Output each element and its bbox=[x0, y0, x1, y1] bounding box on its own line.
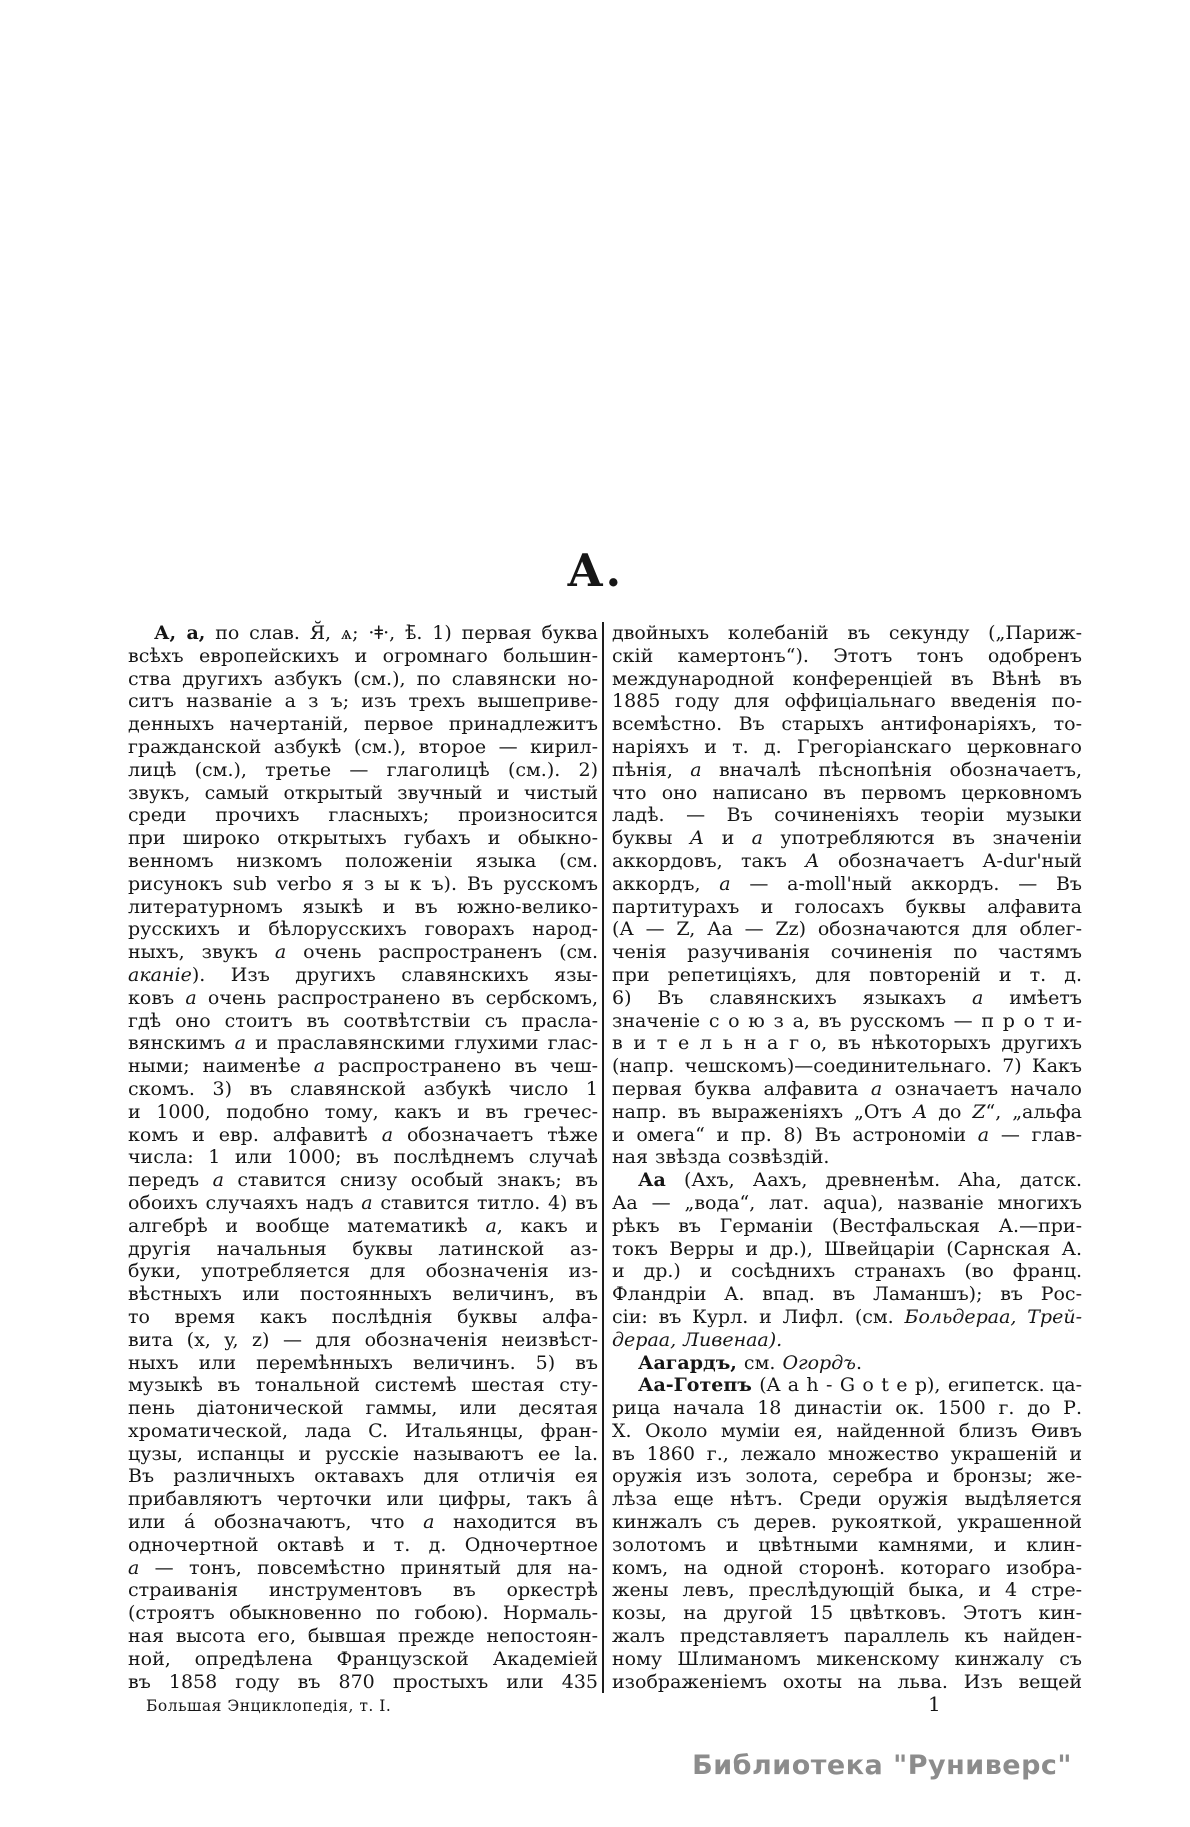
text-line: козы, на другой 15 цвѣтковъ. Этотъ кин- bbox=[612, 1602, 1082, 1625]
text-line: при широко открытыхъ губахъ и обыкно- bbox=[128, 827, 598, 850]
text-line: ковъ а очень распространено въ сербскомъ, bbox=[128, 986, 598, 1009]
text-line: значеніе с о ю з а, въ русскомъ — п р о т и- bbox=[612, 1009, 1082, 1032]
text-line: что оно написано въ первомъ церковномъ bbox=[612, 781, 1082, 804]
text-line: (А — Z, Аа — Zz) обозначаются для облег- bbox=[612, 918, 1082, 941]
text-line: оружія изъ золота, серебра и бронзы; же- bbox=[612, 1465, 1082, 1488]
text-line: ная высота его, бывшая прежде непостоян- bbox=[128, 1625, 598, 1648]
text-line: среди прочихъ гласныхъ; произносится bbox=[128, 804, 598, 827]
text-line: международной конференціей въ Вѣнѣ въ bbox=[612, 667, 1082, 690]
text-line: скій камертонъ“). Этотъ тонъ одобренъ bbox=[612, 644, 1082, 667]
text-line: комъ, на одной сторонѣ. котораго изобра- bbox=[612, 1556, 1082, 1579]
text-line: жалъ представляетъ параллель къ найден- bbox=[612, 1625, 1082, 1648]
text-line: Аа-Готепъ (A a h - G o t e p), египетск. ца- bbox=[638, 1374, 1082, 1397]
text-line: напр. въ выраженіяхъ „Отъ А до Z“, „альфа bbox=[612, 1100, 1082, 1123]
text-line: Х. Около муміи ея, найденной близъ Ѳивъ bbox=[612, 1419, 1082, 1442]
text-line: хроматической, лада C. Итальянцы, фран- bbox=[128, 1419, 598, 1442]
text-line: партитурахъ и голосахъ буквы алфавита bbox=[612, 895, 1082, 918]
text-line: аканіе). Изъ другихъ славянскихъ язы- bbox=[128, 963, 598, 986]
text-column-right bbox=[602, 622, 1082, 1693]
text-line: двойныхъ колебаній въ секунду („Париж- bbox=[612, 622, 1082, 644]
text-line: при репетиціяхъ, для повтореній и т. д. bbox=[612, 963, 1082, 986]
text-line: сіи: въ Курл. и Лифл. (см. Больдераа, Трей- bbox=[612, 1305, 1082, 1328]
text-line: ныхъ или перемѣнныхъ величинъ. 5) въ bbox=[128, 1351, 598, 1374]
text-line: изображеніемъ охоты на льва. Изъ вещей bbox=[612, 1670, 1082, 1693]
text-line: денныхъ начертаній, первое принадлежитъ bbox=[128, 713, 598, 736]
text-column-left bbox=[128, 622, 602, 1693]
text-line: токъ Верры и др.), Швейцаріи (Сарнская А. bbox=[612, 1237, 1082, 1260]
text-line: кинжалъ съ дерев. рукояткой, украшенной bbox=[612, 1511, 1082, 1534]
text-line: золотомъ и цвѣтными камнями, и клин- bbox=[612, 1533, 1082, 1556]
text-line: Аа (Ахъ, Аахъ, древненѣм. Aha, датск. bbox=[638, 1169, 1082, 1192]
text-line: ченія разучиванія сочиненія по частямъ bbox=[612, 941, 1082, 964]
text-line: аккордъ, а — a-moll'ный аккордъ. — Въ bbox=[612, 872, 1082, 895]
text-line: русскихъ и бѣлорусскихъ говорахъ народ- bbox=[128, 918, 598, 941]
text-line: комъ и евр. алфавитѣ а обозначаетъ тѣже bbox=[128, 1123, 598, 1146]
text-line: литературномъ языкѣ и въ южно-велико- bbox=[128, 895, 598, 918]
page-number: 1 bbox=[928, 1692, 941, 1716]
text-line: ладѣ. — Въ сочиненіяхъ теоріи музыки bbox=[612, 804, 1082, 827]
text-line: жены левъ, преслѣдующій быка, и 4 стре- bbox=[612, 1579, 1082, 1602]
text-line: ными; наименѣе а распространено въ чеш- bbox=[128, 1055, 598, 1078]
text-line: ная звѣзда созвѣздій. bbox=[612, 1146, 830, 1169]
text-line: в и т е л ь н а г о, въ нѣкоторыхъ другихъ bbox=[612, 1032, 1082, 1055]
text-line: рѣкъ въ Германіи (Вестфальская А.—при- bbox=[612, 1214, 1082, 1237]
text-line: числа: 1 или 1000; въ послѣднемъ случаѣ bbox=[128, 1146, 598, 1169]
text-line: или á обозначаютъ, что а находится въ bbox=[128, 1511, 599, 1534]
text-line: ному Шлиманомъ микенскому кинжалу съ bbox=[612, 1647, 1082, 1670]
text-line: лѣза еще нѣтъ. Среди оружія выдѣляется bbox=[612, 1488, 1082, 1511]
text-line: А, а, по слав. Я̆, ѧ; ·ǂ·, ѣ̄. 1) первая буква bbox=[154, 622, 598, 644]
text-line: пѣнія, а вначалѣ пѣснопѣнія обозначаетъ, bbox=[612, 758, 1082, 781]
text-line: а — тонъ, повсемѣстно принятый для на- bbox=[128, 1556, 598, 1579]
text-line: гдѣ оно стоитъ въ соотвѣтствіи съ прасла- bbox=[128, 1009, 598, 1032]
text-line: скомъ. 3) въ славянской азбукѣ число 1 bbox=[128, 1077, 598, 1100]
text-line: буквы А и а употребляются въ значеніи bbox=[612, 827, 1083, 850]
text-line: всѣхъ европейскихъ и огромнаго большин- bbox=[128, 644, 598, 667]
text-line: передъ а ставится снизу особый знакъ; въ bbox=[128, 1169, 598, 1192]
text-line: (строятъ обыкновенно по гобою). Нормаль- bbox=[128, 1602, 598, 1625]
section-letter-heading: А. bbox=[566, 544, 624, 597]
text-line: всемѣстно. Въ старыхъ антифонаріяхъ, то- bbox=[612, 713, 1082, 736]
text-line: пень діатонической гаммы, или десятая bbox=[128, 1397, 598, 1420]
text-line: (напр. чешскомъ)—соединительнаго. 7) Какъ bbox=[612, 1055, 1082, 1078]
text-line: 1885 году для оффиціальнаго введенія по- bbox=[612, 690, 1082, 713]
text-line: и омега“ и пр. 8) Въ астрономіи а — глав- bbox=[612, 1123, 1082, 1146]
text-line: и 1000, подобно тому, какъ и въ гречес- bbox=[128, 1100, 598, 1123]
text-line: буки, употребляется для обозначенія из- bbox=[128, 1260, 598, 1283]
text-line: Аа — „вода“, лат. aqua), названіе многихъ bbox=[612, 1191, 1082, 1214]
footer-volume-note: Большая Энциклопедія, т. I. bbox=[146, 1697, 392, 1715]
text-line: другія начальныя буквы латинской аз- bbox=[128, 1237, 598, 1260]
text-line: венномъ низкомъ положеніи языка (см. bbox=[128, 849, 598, 872]
text-line: ныхъ, звукъ а очень распространенъ (см. bbox=[128, 941, 598, 964]
text-columns bbox=[128, 622, 1084, 1693]
text-line: обоихъ случаяхъ надъ а ставится титло. 4) въ bbox=[128, 1191, 598, 1214]
text-line: музыкѣ въ тональной системѣ шестая сту- bbox=[128, 1374, 598, 1397]
text-line: ситъ названіе а з ъ; изъ трехъ вышеприве- bbox=[128, 690, 598, 713]
text-line: первая буква алфавита а означаетъ начало bbox=[612, 1077, 1082, 1100]
text-line: Въ различныхъ октавахъ для отличія ея bbox=[128, 1465, 598, 1488]
text-line: рица начала 18 династіи ок. 1500 г. до Р. bbox=[612, 1397, 1082, 1420]
text-line: дераа, Ливенаа). bbox=[612, 1328, 783, 1351]
text-line: прибавляютъ черточки или цифры, такъ â bbox=[128, 1488, 598, 1511]
text-line: вѣстныхъ или постоянныхъ величинъ, въ bbox=[128, 1283, 598, 1306]
text-line: Аагардъ, см. Огордъ. bbox=[638, 1351, 862, 1374]
text-line: вянскимъ а и праславянскими глухими глас- bbox=[128, 1032, 599, 1055]
text-line: ной, опредѣлена Французской Академіей bbox=[128, 1647, 598, 1670]
text-line: алгебрѣ и вообще математикѣ а, какъ и bbox=[128, 1214, 598, 1237]
text-line: 6) Въ славянскихъ языкахъ а имѣетъ bbox=[612, 986, 1082, 1009]
text-line: рисунокъ sub verbo я з ы к ъ). Въ русскомъ bbox=[128, 872, 598, 895]
text-line: и др.) и сосѣднихъ странахъ (во франц. bbox=[612, 1260, 1082, 1283]
text-line: одночертной октавѣ и т. д. Одночертное bbox=[128, 1533, 598, 1556]
text-line: въ 1858 году въ 870 простыхъ или 435 bbox=[128, 1670, 598, 1693]
text-line: въ 1860 г., лежало множество украшеній и bbox=[612, 1442, 1082, 1465]
text-line: Фландріи А. впад. въ Ламаншъ); въ Рос- bbox=[612, 1283, 1082, 1306]
library-watermark: Библиотека "Руниверс" bbox=[692, 1750, 1072, 1781]
text-line: наріяхъ и т. д. Грегоріанскаго церковнаго bbox=[612, 735, 1082, 758]
text-line: ства другихъ азбукъ (см.), по славянски но- bbox=[128, 667, 598, 690]
text-line: вита (x, y, z) — для обозначенія неизвѣст- bbox=[128, 1328, 598, 1351]
text-line: лицѣ (см.), третье — глаголицѣ (см.). 2) bbox=[128, 758, 598, 781]
text-line: цузы, испанцы и русскіе называютъ ее la. bbox=[128, 1442, 598, 1465]
text-line: то время какъ послѣднія буквы алфа- bbox=[128, 1305, 598, 1328]
text-line: гражданской азбукѣ (см.), второе — кирил- bbox=[128, 735, 598, 758]
text-line: звукъ, самый открытый звучный и чистый bbox=[128, 781, 598, 804]
text-line: аккордовъ, такъ А обозначаетъ A-dur'ный bbox=[612, 849, 1082, 872]
text-line: страиванія инструментовъ въ оркестрѣ bbox=[128, 1579, 598, 1602]
